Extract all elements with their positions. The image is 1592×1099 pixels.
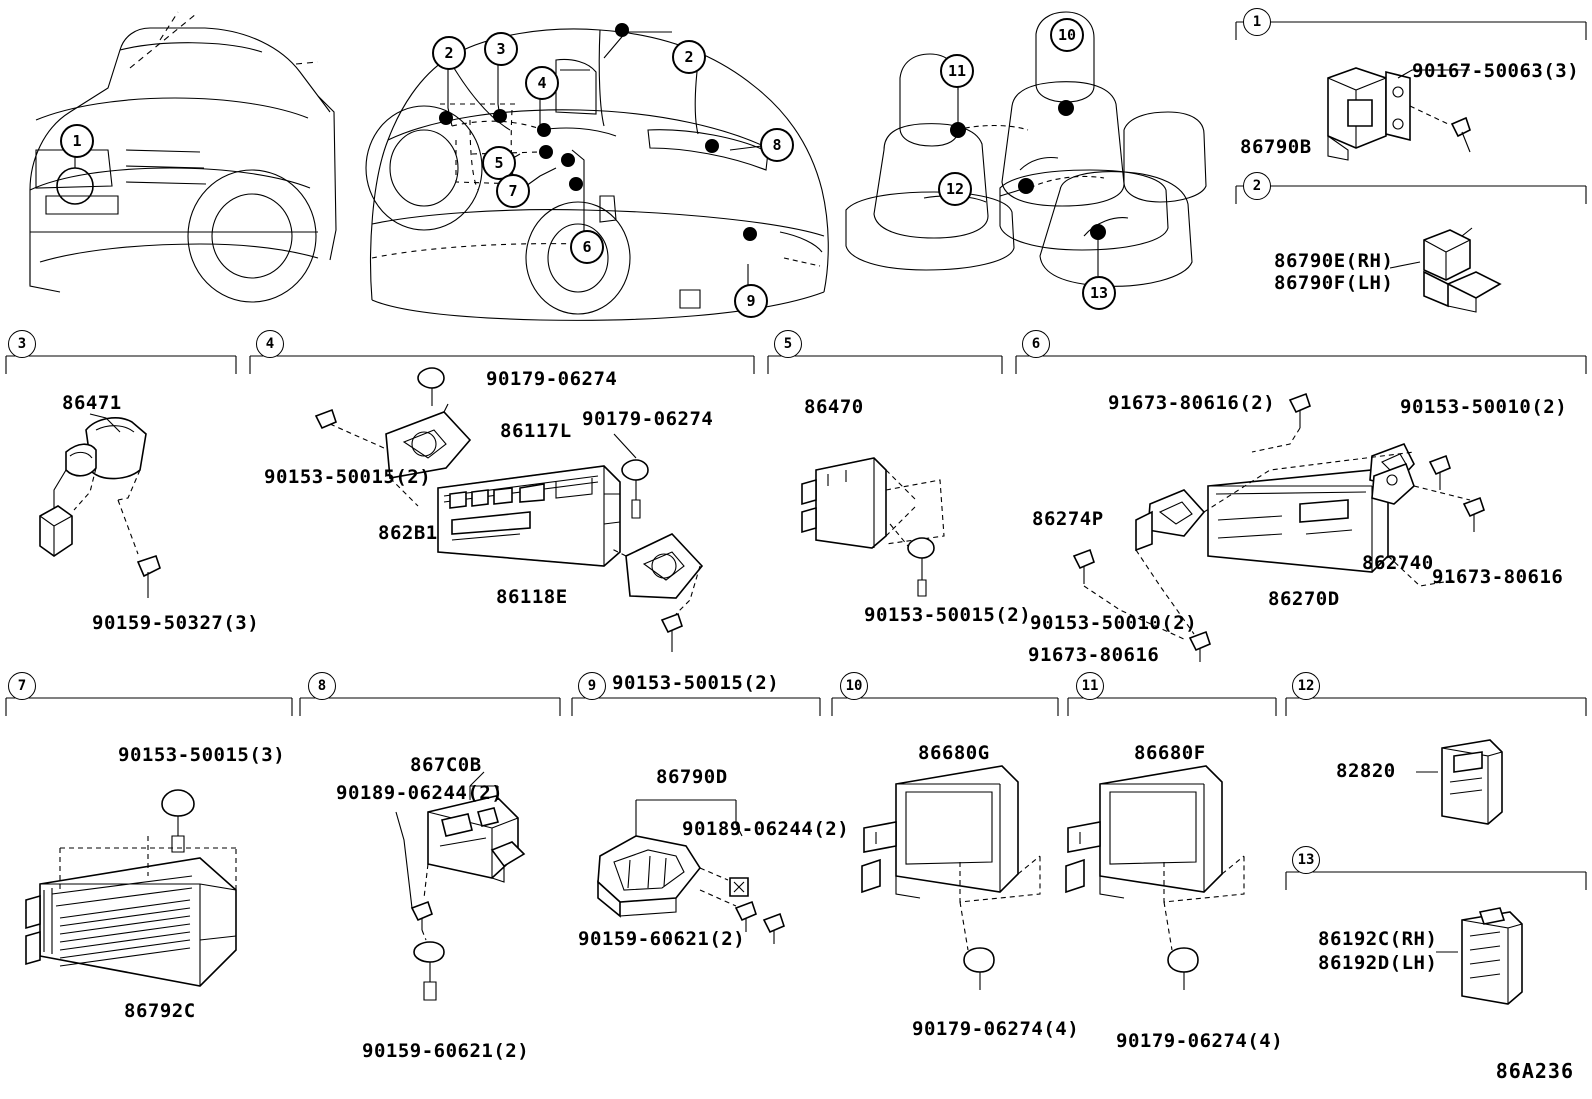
section-badge-3[interactable] — [8, 330, 36, 358]
section-badge-7[interactable] — [8, 672, 36, 700]
callout-label: 2 — [684, 48, 694, 66]
part-label-82820: 82820 — [1336, 760, 1396, 782]
callout-label: 10 — [1057, 26, 1077, 44]
callout-12-seat[interactable] — [938, 172, 972, 206]
sec12-part-82820 — [1416, 740, 1502, 824]
callout-7-body[interactable] — [496, 174, 530, 208]
part-label-90153-50010-top: 90153-50010(2) — [1400, 396, 1568, 418]
section2-bracket — [1236, 186, 1586, 204]
part-label-91673-80616-bottom: 91673-80616 — [1028, 644, 1160, 666]
section-badge-label: 12 — [1297, 678, 1315, 694]
part-label-90179-06274-mid: 90179-06274 — [582, 408, 714, 430]
sec7-part-86792c — [26, 790, 236, 986]
section-badge-6[interactable] — [1022, 330, 1050, 358]
section-badge-11[interactable] — [1076, 672, 1104, 700]
part-label-86790b: 86790B — [1240, 136, 1312, 158]
part-label-90153-50015-bottom: 90153-50015(2) — [612, 672, 780, 694]
part-label-91673-80616-top: 91673-80616(2) — [1108, 392, 1276, 414]
callout-label: 12 — [945, 180, 965, 198]
section-badge-9[interactable] — [578, 672, 606, 700]
callout-9-body[interactable] — [734, 284, 768, 318]
section-badge-4[interactable] — [256, 330, 284, 358]
part-label-867c0b: 867C0B — [410, 754, 482, 776]
section-badge-1[interactable] — [1243, 8, 1271, 36]
part-label-86680g: 86680G — [918, 742, 990, 764]
section-badge-label: 6 — [1031, 336, 1041, 352]
sec13-part-86192 — [1436, 908, 1522, 1004]
callout-label: 4 — [537, 74, 547, 92]
part-label-862b1: 862B1 — [378, 522, 438, 544]
part-label-862740: 862740 — [1362, 552, 1434, 574]
section-badge-label: 1 — [1252, 14, 1262, 30]
callout-13-seat[interactable] — [1082, 276, 1116, 310]
section-badge-label: 13 — [1297, 852, 1315, 868]
sec8-part-867c0b — [396, 772, 524, 1000]
row3-brackets — [6, 698, 1586, 890]
part-label-90153-50015-left: 90153-50015(2) — [264, 466, 432, 488]
part-label-90153-50015-sec5: 90153-50015(2) — [864, 604, 1032, 626]
callout-label: 3 — [496, 40, 506, 58]
vehicle-body-view — [366, 29, 828, 320]
sec11-part-86680f — [1066, 766, 1244, 990]
callout-label: 2 — [444, 44, 454, 62]
diagram-code: 86A236 — [1495, 1059, 1574, 1083]
part-label-86192c-rh: 86192C(RH) — [1318, 928, 1438, 950]
callout-label: 9 — [746, 292, 756, 310]
part-label-90189-06244-sec8: 90189-06244(2) — [336, 782, 504, 804]
section-badge-label: 8 — [317, 678, 327, 694]
callout-label: 11 — [947, 62, 967, 80]
section-badge-label: 4 — [265, 336, 275, 352]
part-label-86790e-rh: 86790E(RH) — [1274, 250, 1394, 272]
part-label-90153-50015-sec7: 90153-50015(3) — [118, 744, 286, 766]
section-badge-label: 11 — [1081, 678, 1099, 694]
section-badge-label: 2 — [1252, 178, 1262, 194]
part-label-86270d: 86270D — [1268, 588, 1340, 610]
callout-10-seat[interactable] — [1050, 18, 1084, 52]
part-label-86470: 86470 — [804, 396, 864, 418]
section-badge-label: 3 — [17, 336, 27, 352]
part-label-90159-50327: 90159-50327(3) — [92, 612, 260, 634]
part-label-90179-06274-sec11: 90179-06274(4) — [1116, 1030, 1284, 1052]
seats-leader-lines — [958, 24, 1098, 276]
marker-circle-1 — [57, 168, 93, 204]
callout-label: 6 — [582, 238, 592, 256]
part-label-90179-06274-sec10: 90179-06274(4) — [912, 1018, 1080, 1040]
callout-label: 1 — [72, 132, 82, 150]
sec3-part-86471 — [40, 414, 160, 598]
part-label-86117l: 86117L — [500, 420, 572, 442]
part-label-86792c: 86792C — [124, 1000, 196, 1022]
callout-label: 5 — [494, 154, 504, 172]
section-badge-label: 7 — [17, 678, 27, 694]
row2-brackets — [6, 356, 1586, 374]
section-badge-13[interactable] — [1292, 846, 1320, 874]
section1-bracket — [1236, 22, 1586, 40]
part-label-86790f-lh: 86790F(LH) — [1274, 272, 1394, 294]
section-badge-label: 5 — [783, 336, 793, 352]
section-badge-5[interactable] — [774, 330, 802, 358]
part-label-90159-60621-sec9: 90159-60621(2) — [578, 928, 746, 950]
callout-8-body[interactable] — [760, 128, 794, 162]
callout-1-front[interactable] — [60, 124, 94, 158]
part-label-90189-06244-sec9: 90189-06244(2) — [682, 818, 850, 840]
callout-11-seat[interactable] — [940, 54, 974, 88]
callout-label: 7 — [508, 182, 518, 200]
part-label-90167-50063: 90167-50063(3) — [1412, 60, 1580, 82]
sec5-part-86470 — [802, 458, 944, 596]
callout-2-rear[interactable] — [672, 40, 706, 74]
part-label-86118e: 86118E — [496, 586, 568, 608]
part-label-86471: 86471 — [62, 392, 122, 414]
part-label-91673-80616-right: 91673-80616 — [1432, 566, 1564, 588]
section-badge-12[interactable] — [1292, 672, 1320, 700]
part-label-86274p: 86274P — [1032, 508, 1104, 530]
part-label-86680f: 86680F — [1134, 742, 1206, 764]
section-badge-label: 10 — [845, 678, 863, 694]
part-label-90179-06274-top: 90179-06274 — [486, 368, 618, 390]
sec10-part-86680g — [862, 766, 1040, 990]
part-label-90153-50010-bottom: 90153-50010(2) — [1030, 612, 1198, 634]
callout-6-body[interactable] — [570, 230, 604, 264]
callout-2-body[interactable] — [432, 36, 466, 70]
sec2-part-86790ef — [1390, 228, 1500, 312]
callout-label: 8 — [772, 136, 782, 154]
part-label-86790d: 86790D — [656, 766, 728, 788]
part-label-86192d-lh: 86192D(LH) — [1318, 952, 1438, 974]
section-badge-2[interactable] — [1243, 172, 1271, 200]
section-badge-8[interactable] — [308, 672, 336, 700]
section-badge-label: 9 — [587, 678, 597, 694]
callout-3-body[interactable] — [484, 32, 518, 66]
callout-label: 13 — [1089, 284, 1109, 302]
section-badge-10[interactable] — [840, 672, 868, 700]
part-label-90159-60621-sec8: 90159-60621(2) — [362, 1040, 530, 1062]
seats-view — [846, 12, 1206, 286]
callout-4-body[interactable] — [525, 66, 559, 100]
